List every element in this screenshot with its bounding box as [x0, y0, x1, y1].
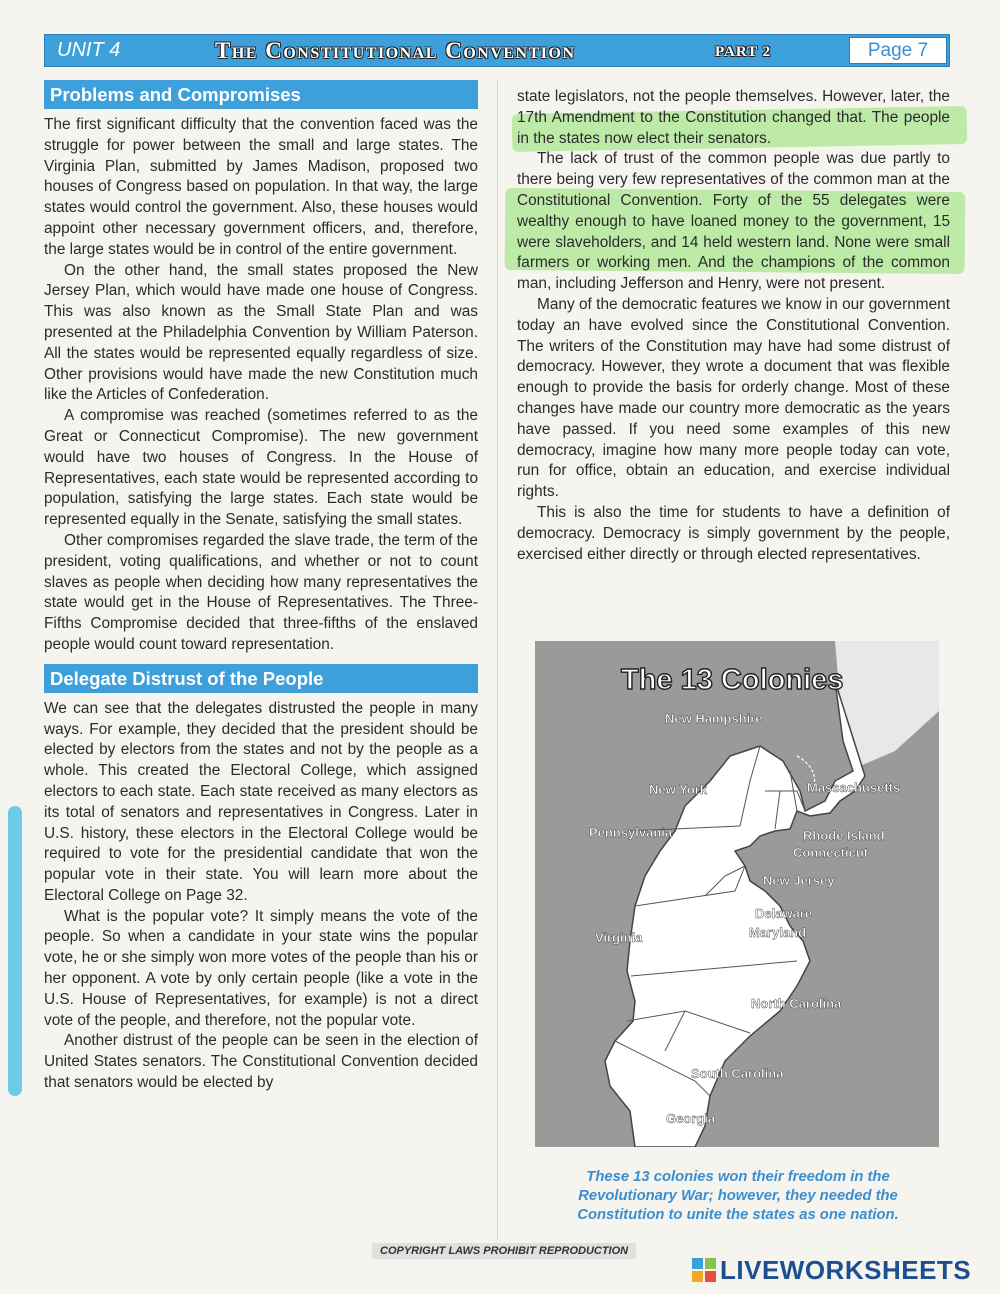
section-heading-problems: Problems and Compromises: [44, 80, 478, 109]
label-connecticut: Connecticut: [793, 845, 869, 860]
brand-name: LIVEWORKSHEETS: [720, 1254, 972, 1285]
paragraph: state legislators, not the people themselves. However, later, the 17th Amendment to the Constitution changed that. The people in the states now elect their senators.: [517, 88, 950, 147]
paragraph: On the other hand, the small states proposed the New Jersey Plan, which would have made one house of Congress. This was also known as the Small State Plan and was presented at the Philadelphia Convention by William Paterson. All the states would be represented equally regardless of size. Other provisions would have made the new Constitution much like the Articles of Confederation.: [44, 261, 478, 404]
paragraph: Another distrust of the people can be seen in the election of United States senators. The Constitutional Convention decided that senators would be elected by: [44, 1032, 478, 1092]
label-pennsylvania: Pennsylvania: [589, 825, 673, 840]
label-new-hampshire: New Hampshire: [665, 711, 763, 726]
unit-header-bar: [44, 34, 950, 67]
thirteen-colonies-map: [535, 641, 939, 1147]
paragraph: The lack of trust of the common people was due partly to there being very few representatives of the common man at the Constitutional Convention. Forty of the 55 delegates were wealthy enough to have loaned money to the government, 15 were slaveholders, and 14 held western land. None were small farmers or working men. And the champions of the common man, including Jefferson and Henry, were not present.: [517, 150, 950, 293]
paragraph: The first significant difficulty that the convention faced was the struggle for power between the small and large states. The Virginia Plan, submitted by James Madison, proposed two houses of Congress based on population. In that way, the large states would control the government. Also, these houses would appoint other necessary government officers, and, therefore, the large states would be in control of the entire government.: [44, 116, 478, 258]
liveworksheets-logo[interactable]: [692, 1255, 971, 1285]
section-heading-distrust: Delegate Distrust of the People: [44, 664, 478, 693]
label-north-carolina: North Carolina: [751, 996, 842, 1011]
unit-part: PART 2: [715, 44, 772, 60]
label-virginia: Virginia: [595, 930, 643, 945]
logo-squares-icon: [692, 1258, 716, 1282]
paragraph: What is the popular vote? It simply means the vote of the people. So when a candidate in your state wins the popular vote, he or she simply won more votes of the people than his or her opponent. A vote by only certain people (like a vote in the U.S. House of Representatives, for example) is not a direct vote of the people, and therefore, not the popular vote.: [44, 907, 478, 1029]
label-new-jersey: New Jersey: [763, 873, 835, 888]
paragraph: This is also the time for students to have a definition of democracy. Democracy is simply government by the people, exercised either directly or through elected representatives.: [517, 503, 950, 563]
label-rhode-island: Rhode Island: [803, 828, 885, 843]
blue-highlight-mark: [8, 806, 22, 1096]
right-column: [517, 87, 950, 565]
paragraph: Other compromises regarded the slave trade, the term of the president, voting qualifications, and whether or not to count slaves as people when deciding how many representatives the state would get in the House of Representatives. The Three-Fifths Compromise decided that three-fifths of the enslaved people would count toward representation.: [44, 531, 478, 653]
left-column: [44, 80, 478, 1094]
label-maryland: Maryland: [749, 925, 807, 940]
label-new-york: New York: [649, 782, 708, 797]
paragraph: Many of the democratic features we know in our government today an have evolved since the Constitutional Convention. The writers of the Constitution may have had some distrust of democracy. However, they wrote a document that was flexible enough to provide the basis for orderly change. Most of these changes have made our country more democratic as the years have passed. If you need some examples of this new democracy, imagine how many more people today can vote, run for office, obtain an education, and exercise individual rights.: [517, 295, 950, 501]
column-divider: [497, 80, 498, 1240]
label-delaware: Delaware: [755, 906, 813, 921]
map-title: The 13 Colonies: [621, 664, 844, 696]
paragraph: A compromise was reached (sometimes referred to as the Great or Connecticut Compromise). The new government would have two houses of Congress. In the House of Representatives, each state would be represented according to population, satisfying the large states. Each state would be represented equally in the Senate, satisfying the small states.: [44, 407, 478, 529]
copyright-notice: COPYRIGHT LAWS PROHIBIT REPRODUCTION: [372, 1243, 636, 1259]
map-illustration: [535, 641, 939, 1147]
unit-title: The Constitutional Convention: [215, 38, 576, 63]
paragraph: We can see that the delegates distrusted the people in many ways. For example, they decided that the president should be elected by electors from the states and not by the people as a whole. This created the Electoral College, which assigned electors to each state. Each state received as many electors as its total of senators and representatives in Congress. Later in U.S. history, these electors in the Electoral College would be required to vote for the presidential candidate that won the popular vote in their state. You will learn more about the Electoral College on Page 32.: [44, 699, 478, 904]
label-georgia: Georgia: [666, 1111, 716, 1126]
unit-label: UNIT 4: [57, 39, 121, 61]
page-number: Page 7: [849, 37, 947, 64]
label-south-carolina: South Carolina: [691, 1066, 784, 1081]
map-caption: These 13 colonies won their freedom in the Revolutionary War; however, they needed the Constitution to unite the states as one nation.: [577, 1169, 899, 1223]
label-massachusetts: Massachusetts: [807, 780, 901, 795]
